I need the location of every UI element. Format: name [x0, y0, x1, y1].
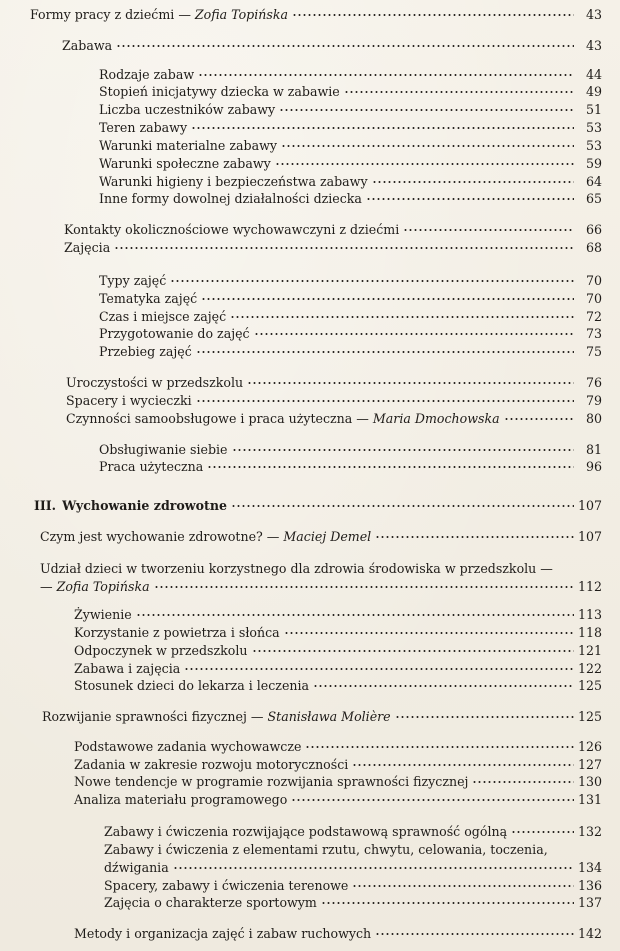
toc-page-number: 137	[578, 895, 603, 910]
toc-entry-text: Zabawy i ćwiczenia rozwijające podstawową sprawność ogólną	[104, 824, 508, 839]
toc-page-number: 112	[578, 579, 603, 594]
toc-leader	[191, 127, 574, 129]
toc-leader	[395, 716, 574, 718]
toc-entry-text: Inne formy dowolnej działalności dziecka	[99, 191, 362, 206]
toc-leader	[232, 449, 574, 451]
toc-page-number: 66	[585, 222, 602, 237]
toc-entry	[74, 925, 602, 943]
toc-entry-title	[99, 66, 194, 84]
toc-entry-title	[74, 677, 309, 695]
toc-leader	[291, 799, 574, 801]
toc-entry-title	[74, 925, 371, 943]
toc-entry-title	[99, 272, 166, 290]
toc-page-number: 142	[578, 926, 603, 941]
toc-leader	[207, 466, 574, 468]
toc-entry	[99, 458, 602, 476]
toc-leader	[511, 831, 574, 833]
toc-leader	[201, 298, 574, 300]
toc-entry-title	[99, 458, 203, 476]
toc-entry-text: Zabawa	[62, 38, 113, 53]
toc-entry-title	[99, 119, 187, 137]
toc-entry	[99, 325, 602, 343]
toc-entry-text: Formy pracy z dziećmi —	[30, 7, 195, 22]
toc-entry	[74, 791, 602, 809]
toc-entry	[104, 894, 602, 912]
toc-entry	[66, 410, 602, 428]
toc-entry-title	[99, 325, 250, 343]
toc-entry-text: Przygotowanie do zajęć	[99, 326, 250, 341]
toc-entry	[99, 272, 602, 290]
toc-entry-title: dźwigania	[104, 860, 169, 875]
toc-entry-text: Odpoczynek w przedszkolu	[74, 643, 248, 658]
toc-entry-title	[74, 606, 132, 624]
toc-entry	[99, 66, 602, 84]
toc-entry	[64, 239, 602, 257]
toc-page-number: 53	[585, 138, 602, 153]
toc-page-number: 70	[585, 291, 602, 306]
toc-page-number: 125	[578, 678, 603, 693]
toc-entry-text: Analiza materiału programowego	[74, 792, 288, 807]
toc-leader	[352, 885, 574, 887]
toc-entry	[99, 308, 602, 326]
toc-entry	[99, 190, 602, 208]
toc-entry-title-line1: Udział dzieci w tworzeniu korzystnego dla zdrowia środowiska w przedszkolu —	[40, 561, 553, 576]
toc-entry-text: Typy zajęć	[99, 273, 167, 288]
toc-entry-title	[99, 308, 226, 326]
toc-entry-title	[104, 877, 348, 895]
toc-entry-text: Metody i organizacja zajęć i zabaw ruchowych	[74, 926, 372, 941]
toc-leader	[305, 746, 574, 748]
toc-entry	[99, 173, 602, 191]
toc-entry-title	[40, 528, 371, 546]
toc-page-number: 80	[585, 411, 602, 426]
toc-entry-title	[99, 441, 228, 459]
toc-entry	[74, 773, 602, 791]
toc-page-number: 118	[578, 625, 603, 640]
toc-entry-title	[74, 756, 348, 774]
toc-entry	[99, 290, 602, 308]
toc-leader	[472, 781, 574, 783]
toc-entry-text: Stosunek dzieci do lekarza i leczenia	[74, 678, 310, 693]
toc-leader	[279, 109, 574, 111]
toc-entry	[30, 6, 602, 24]
toc-entry-text: Liczba uczestników zabawy	[99, 102, 276, 117]
toc-entry-text: Praca użyteczna	[99, 459, 204, 474]
toc-entry	[64, 221, 602, 239]
toc-entry-text: Czynności samoobsługowe i praca użyteczna —	[66, 411, 373, 426]
toc-entry-wrapped	[104, 841, 602, 877]
toc-entry-title	[66, 410, 500, 428]
toc-entry	[74, 660, 602, 678]
toc-entry-author: Zofia Topińska	[194, 7, 288, 22]
toc-entry-text: Warunki materialne zabawy	[99, 138, 277, 153]
toc-page-number: 72	[585, 309, 602, 324]
toc-entry	[74, 756, 602, 774]
toc-entry	[99, 343, 602, 361]
toc-leader	[321, 902, 574, 904]
toc-entry-title	[66, 374, 243, 392]
toc-page-number: 51	[585, 102, 602, 117]
toc-leader	[184, 668, 574, 670]
toc-page-number: 107	[578, 498, 603, 513]
toc-entry-text: Nowe tendencje w programie rozwijania sprawności fizycznej	[74, 774, 469, 789]
toc-leader	[114, 247, 574, 249]
toc-page-number: 73	[585, 326, 602, 341]
toc-entry-text: Zabawa i zajęcia	[74, 661, 181, 676]
toc-entry	[99, 83, 602, 101]
toc-entry	[66, 392, 602, 410]
toc-entry-title	[99, 190, 362, 208]
toc-entry-author: Stanisława Molière	[267, 709, 391, 724]
toc-page-number: 70	[585, 273, 602, 288]
toc-page-number: 59	[585, 156, 602, 171]
toc-page-number: 43	[585, 38, 602, 53]
toc-entry	[99, 441, 602, 459]
toc-page-number: 126	[578, 739, 603, 754]
toc-entry	[66, 374, 602, 392]
toc-page-number: 113	[578, 607, 603, 622]
toc-entry-title	[66, 392, 192, 410]
toc-entry-title	[104, 823, 507, 841]
toc-entry	[62, 37, 602, 55]
toc-page-number: 44	[585, 67, 602, 82]
toc-entry-wrapped	[40, 560, 602, 596]
toc-leader	[403, 229, 574, 231]
toc-page-number: 53	[585, 120, 602, 135]
toc-entry-title	[99, 173, 368, 191]
toc-leader	[196, 400, 574, 402]
toc-leader	[281, 145, 574, 147]
toc-entry-title	[104, 894, 317, 912]
toc-leader	[252, 650, 575, 652]
toc-entry-text: Czas i miejsce zajęć	[99, 309, 227, 324]
toc-leader	[136, 614, 574, 616]
toc-leader	[284, 632, 574, 634]
toc-entry-text: Rodzaje zabaw	[99, 67, 195, 82]
toc-entry	[74, 624, 602, 642]
toc-leader	[366, 198, 574, 200]
toc-page-number: 107	[578, 529, 603, 544]
toc-page-number: 64	[585, 174, 602, 189]
toc-leader	[504, 418, 574, 420]
toc-entry-text: Zadania w zakresie rozwoju motoryczności	[74, 757, 349, 772]
toc-entry-text: Spacery, zabawy i ćwiczenia terenowe	[104, 878, 349, 893]
toc-entry-title	[99, 343, 192, 361]
toc-entry-author: — Zofia Topińska	[40, 579, 150, 594]
toc-entry-title	[74, 660, 180, 678]
toc-entry-title	[74, 642, 248, 660]
toc-entry-title	[99, 290, 197, 308]
toc-entry-title	[99, 83, 340, 101]
toc-page-number: 43	[585, 7, 602, 22]
toc-entry-title	[99, 155, 271, 173]
toc-entry-text: Warunki higieny i bezpieczeństwa zabawy	[99, 174, 368, 189]
toc-entry-text: Czym jest wychowanie zdrowotne? —	[40, 529, 284, 544]
toc-entry-author: Maria Dmochowska	[372, 411, 500, 426]
toc-page-number: 76	[585, 375, 602, 390]
toc-entry-text: Wychowanie zdrowotne	[62, 498, 228, 513]
toc-leader	[173, 867, 574, 869]
toc-page-number: 122	[578, 661, 603, 676]
toc-entry-text: Stopień inicjatywy dziecka w zabawie	[99, 84, 340, 99]
toc-entry	[74, 606, 602, 624]
toc-leader	[254, 333, 574, 335]
toc-leader	[352, 764, 574, 766]
toc-entry-title	[74, 773, 468, 791]
toc-leader	[170, 280, 574, 282]
toc-entry-text: Teren zabawy	[99, 120, 188, 135]
toc-entry-title	[99, 137, 277, 155]
toc-entry	[74, 642, 602, 660]
toc-leader	[275, 163, 574, 165]
toc-entry-text: Żywienie	[74, 607, 132, 622]
toc-page-number: 49	[585, 84, 602, 99]
toc-entry-text: Obsługiwanie siebie	[99, 442, 228, 457]
toc-entry-text: Uroczystości w przedszkolu	[66, 375, 244, 390]
toc-page-number: 136	[578, 878, 603, 893]
toc-leader	[247, 382, 574, 384]
toc-page-number: 125	[578, 709, 603, 724]
toc-page-number: 68	[585, 240, 602, 255]
toc-page-number: 131	[578, 792, 603, 807]
toc-entry-text: Podstawowe zadania wychowawcze	[74, 739, 302, 754]
toc-entry-title	[34, 497, 227, 515]
toc-leader	[292, 14, 574, 16]
toc-page-number: 65	[585, 191, 602, 206]
toc-page-number: 134	[578, 860, 603, 875]
toc-page-number: 96	[585, 459, 602, 474]
toc-entry	[104, 877, 602, 895]
toc-entry	[99, 101, 602, 119]
toc-leader	[313, 685, 574, 687]
toc-page-number: 132	[578, 824, 603, 839]
toc-leader	[344, 91, 574, 93]
toc-leader	[231, 505, 574, 507]
toc-entry	[34, 497, 602, 515]
toc-entry-title	[64, 239, 110, 257]
toc-entry-text: Tematyka zajęć	[99, 291, 198, 306]
toc-leader	[198, 74, 574, 76]
toc-entry-title	[64, 221, 399, 239]
toc-entry-line2	[104, 859, 602, 877]
toc-entry-title	[74, 624, 280, 642]
toc-entry-title	[99, 101, 275, 119]
toc-leader	[154, 586, 574, 588]
toc-entry	[74, 738, 602, 756]
toc-entry-line2	[40, 578, 602, 596]
toc-entry-text: Warunki społeczne zabawy	[99, 156, 271, 171]
toc-entry-title	[74, 738, 301, 756]
toc-entry-text: Zajęcia	[64, 240, 111, 255]
toc-entry-text: Zajęcia o charakterze sportowym	[104, 895, 317, 910]
toc-entry-title-line1: Zabawy i ćwiczenia z elementami rzutu, chwytu, celowania, toczenia,	[104, 842, 548, 857]
toc-page-number: 75	[585, 344, 602, 359]
toc-entry	[99, 119, 602, 137]
toc-page-number: 121	[578, 643, 603, 658]
toc-page-number: 81	[585, 442, 602, 457]
toc-entry-text: Przebieg zajęć	[99, 344, 192, 359]
toc-entry-text: Korzystanie z powietrza i słońca	[74, 625, 280, 640]
toc-entry-text: Kontakty okolicznościowe wychowawczyni z dziećmi	[64, 222, 400, 237]
toc-entry	[99, 137, 602, 155]
toc-leader	[375, 933, 574, 935]
toc-page-number: 127	[578, 757, 603, 772]
toc-entry-title	[30, 6, 288, 24]
toc-entry	[42, 708, 602, 726]
toc-entry	[74, 677, 602, 695]
toc-entry-author: Maciej Demel	[283, 529, 372, 544]
toc-leader	[116, 45, 574, 47]
toc-entry	[40, 528, 602, 546]
toc-entry-title	[74, 791, 287, 809]
toc-leader	[230, 316, 574, 318]
toc-page-number: 79	[585, 393, 602, 408]
toc-entry-title	[42, 708, 391, 726]
toc-entry-text: Spacery i wycieczki	[66, 393, 192, 408]
toc-section-number: III.	[34, 498, 57, 513]
toc-entry	[99, 155, 602, 173]
toc-entry-text: Rozwijanie sprawności fizycznej —	[42, 709, 268, 724]
toc-entry	[104, 823, 602, 841]
toc-page-number: 130	[578, 774, 603, 789]
toc-entry-title	[62, 37, 112, 55]
toc-leader	[372, 181, 574, 183]
toc-leader	[196, 351, 574, 353]
toc-leader	[375, 536, 574, 538]
